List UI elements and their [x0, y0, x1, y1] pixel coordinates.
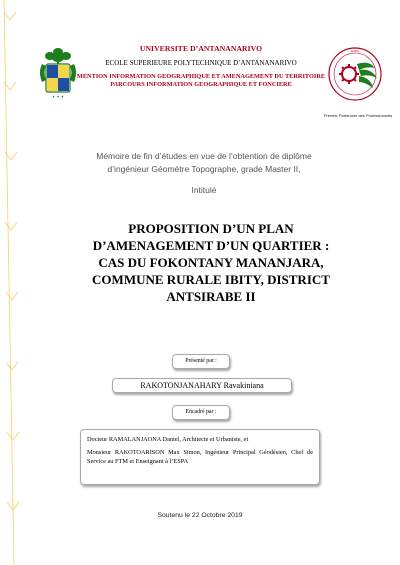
partner-caption: Premier Partenaire des Professionnels	[323, 113, 393, 118]
mention-name: MENTION INFORMATION GEOGRAPHIQUE ET AMENAGEMENT DU TERRITOIRE	[76, 73, 326, 80]
supervisor-2: Monsieur RAKOTOARISON Max Simon, Ingénieur Principal Géodésien, Chef de Service au FTM et Enseignant à l’ESPA	[87, 449, 313, 465]
university-name: UNIVERSITE D’ANTANANARIVO	[139, 44, 263, 53]
author-name-box: RAKOTONJANAHARY Ravakiniana	[112, 378, 292, 393]
thesis-title	[86, 220, 336, 305]
supervisors-box	[80, 429, 320, 485]
supervisor-1: Docteur RAMALANJAONA Daniel, Architecte et Urbaniste, et	[87, 436, 249, 443]
thesis-intro	[62, 150, 346, 197]
svg-text:✦ ✦ ✦: ✦ ✦ ✦	[51, 94, 65, 99]
institution-header	[70, 44, 332, 88]
title-line-5: ANTSIRABE II	[166, 289, 256, 304]
title-line-2: D’AMENAGEMENT D’UN QUARTIER :	[92, 238, 330, 253]
title-line-1: PROPOSITION D’UN PLAN	[128, 221, 294, 236]
supervised-by-label-box: Encadré par :	[172, 405, 230, 420]
defense-date: Soutenu le 22 Octobre 2019	[157, 512, 243, 519]
intitule-label: Intitulé	[191, 185, 217, 195]
parcours-name: PARCOURS INFORMATION GEOGRAPHIQUE ET FONCIERE	[110, 81, 292, 88]
title-line-4: COMMUNE RURALE IBITY, DISTRICT	[92, 272, 330, 287]
school-logo	[325, 36, 385, 116]
title-line-3: CAS DU FOKONTANY MANANJARA,	[98, 255, 324, 270]
intro-line-2: d’ingénieur Géomètre Topographe, grade Master II,	[107, 164, 301, 174]
side-arrows-decoration	[0, 0, 22, 565]
presented-by-label-box: Présenté par :	[172, 354, 230, 369]
school-name: ECOLE SUPERIEURE POLYTECHNIQUE D’ANTANANARIVO	[105, 59, 297, 67]
svg-text:ESPA: ESPA	[351, 49, 359, 53]
intro-line-1: Mémoire de fin d’études en vue de l’obtention de diplôme	[96, 151, 312, 161]
